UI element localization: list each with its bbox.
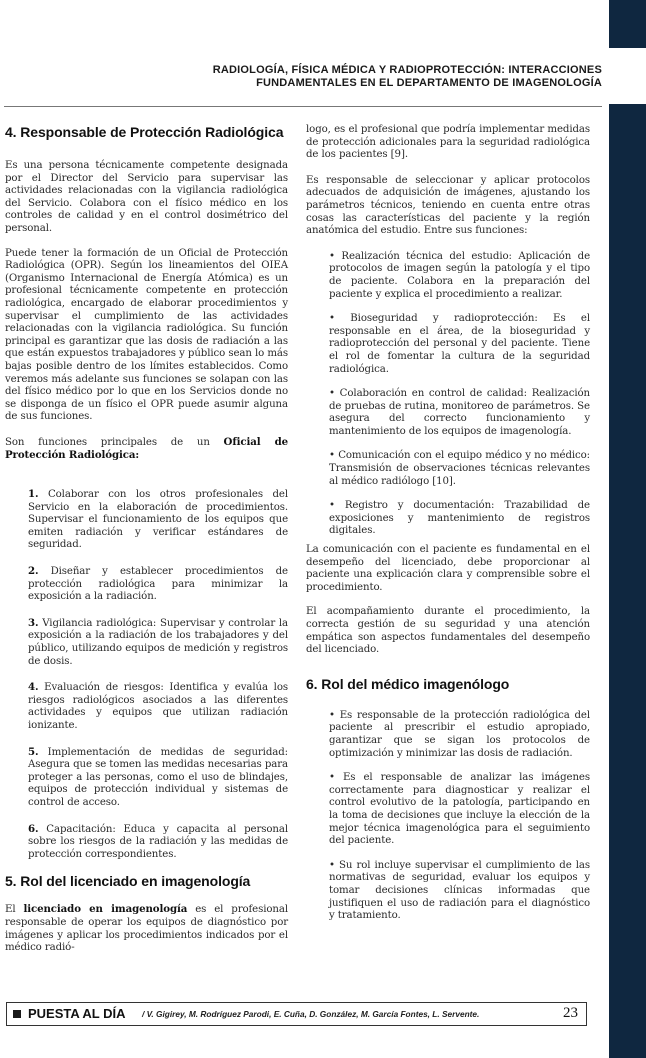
right-column: [306, 124, 590, 923]
top-accent-bar: [609, 0, 646, 48]
header-line-1: RADIOLOGÍA, FÍSICA MÉDICA Y RADIOPROTECCIÓN: INTERACCIONES: [212, 64, 602, 76]
bullet-item: • Es el responsable de analizar las imágenes correctamente para diagnosticar y realizar el control evolutivo de la patología, participando en la toma de decisiones que incluye la elección de la mejor técnica imagenológica para el seguimiento del paciente.: [329, 772, 590, 847]
footer-bar: [6, 1002, 587, 1026]
list-item: 4. Evaluación de riesgos: Identifica y evalúa los riesgos radiológicos asociados a las diferentes actividades y equipos que utilizan radiación ionizante.: [28, 681, 289, 731]
paragraph: La comunicación con el paciente es fundamental en el desempeño del licenciado, debe proporcionar al paciente una explicación clara y comprensible sobre el procedimiento.: [306, 544, 590, 593]
page-number: 23: [563, 1005, 578, 1021]
paragraph: Son funciones principales de un Oficial de Protección Radiológica:: [5, 435, 288, 462]
function-bullets: [306, 251, 590, 538]
list-item: 1. Colaborar con los otros profesionales del Servicio en la elaboración de procedimientos. Supervisar el funcionamiento de los equipos que emiten radiación y verificar estándares de seguridad.: [28, 488, 289, 551]
square-icon: [13, 1010, 21, 1018]
section-5-title: 5. Rol del licenciado en imagenología: [5, 873, 251, 890]
role-bullets: [306, 710, 590, 923]
paragraph: Puede tener la formación de un Oficial de Protección Radiológica (OPR). Según los lineamientos del OIEA (Organismo Internacional de Energía Atómica) es un profesional técnicamente competente en protección radiológica, encargado de elaborar procedimientos y supervisar el cumplimiento de las actividades relacionadas con la vigilancia radiológica. Su función principal es garantizar que las dosis de radiación a las que están expuestos trabajadores y público sean lo más bajas posible dentro de los límites establecidos. Como veremos más adelante sus funciones se solapan con las del físico médico por lo que en los Servicios donde no se disponga de un físico el OPR puede asumir alguna de sus funciones.: [5, 247, 288, 423]
left-column: [5, 124, 288, 955]
bullet-item: • Su rol incluye supervisar el cumplimiento de las normativas de seguridad, evaluar los equipos y tomar decisiones clínicas informadas que justifiquen el uso de radiación para el diagnóstico y tratamiento.: [329, 859, 590, 922]
list-item: 3. Vigilancia radiológica: Supervisar y controlar la exposición a la radiación de los trabajadores y del público, utilizando equipos de medición y registros de dosis.: [28, 616, 288, 667]
header-line-2: FUNDAMENTALES EN EL DEPARTAMENTO DE IMAGENOLOGÍA: [256, 77, 602, 89]
running-header: [182, 64, 602, 90]
paragraph: El licenciado en imagenología es el profesional responsable de operar los equipos de diagnóstico por imágenes y aplicar los procedimientos indicados por el médico radió-: [5, 903, 289, 954]
function-list: [5, 488, 288, 861]
list-item: 2. Diseñar y establecer procedimientos de protección radiológica para minimizar la exposición a la radiación.: [28, 565, 288, 603]
footer-authors: / V. Gigirey, M. Rodríguez Parodi, E. Cuña, D. González, M. García Fontes, L. Servente.: [142, 1009, 480, 1019]
paragraph: Es una persona técnicamente competente designada por el Director del Servicio para supervisar las actividades relacionadas con la vigilancia radiológica del Servicio. Colabora con el físico médico en los controles de calidad y en el control dosimétrico del personal.: [5, 160, 288, 234]
bullet-item: • Comunicación con el equipo médico y no médico: Transmisión de observaciones técnicas relevantes al médico radiólogo [10].: [329, 450, 590, 487]
header-rule: [4, 106, 602, 107]
side-accent-bar: [609, 104, 646, 1058]
bullet-item: • Es responsable de la protección radiológica del paciente al prescribir el estudio apropiado, garantizar que se sigan los protocolos de optimización y minimizar las dosis de radiación.: [329, 709, 590, 759]
bullet-item: • Bioseguridad y radioprotección: Es el responsable en el área, de la bioseguridad y radioprotección del personal y del paciente. Tiene el rol de fomentar la cultura de la seguridad radiológica.: [329, 313, 590, 375]
section-6-title: 6. Rol del médico imagenólogo: [306, 675, 510, 692]
paragraph: Es responsable de seleccionar y aplicar protocolos adecuados de adquisición de imágenes, ajustando los parámetros técnicos, teniendo en cuenta entre otras cosas las características del paciente y la región anatómica del estudio. Entre sus funciones:: [306, 174, 590, 237]
bullet-item: • Colaboración en control de calidad: Realización de pruebas de rutina, monitoreo de parámetros. Se asegura del correcto funcionamiento y mantenimiento de los equipos de imagenología.: [329, 388, 590, 437]
bullet-item: • Realización técnica del estudio: Aplicación de protocolos de imagen según la patología y el tipo de paciente. Colabora en la preparación del paciente y explica el procedimiento a realizar.: [329, 250, 590, 300]
list-item: 6. Capacitación: Educa y capacita al personal sobre los riesgos de la radiación y las medidas de protección correspondientes.: [28, 822, 289, 860]
bullet-item: • Registro y documentación: Trazabilidad de exposiciones y mantenimiento de registros digitales.: [329, 500, 590, 537]
section-4-title: 4. Responsable de Protección Radiológica: [5, 124, 284, 140]
list-item: 5. Implementación de medidas de seguridad: Asegura que se tomen las medidas necesarias para proteger a las personas, como el uso de blindajes, equipos de protección individual y sistemas de control de acceso.: [28, 745, 288, 808]
paragraph: logo, es el profesional que podría implementar medidas de protección adicionales para la seguridad radiológica de los pacientes [9].: [306, 124, 590, 161]
footer-brand: PUESTA AL DÍA: [28, 1006, 126, 1021]
paragraph: El acompañamiento durante el procedimiento, la correcta gestión de su seguridad y una atención empática son aspectos fundamentales del desempeño del licenciado.: [306, 606, 590, 656]
